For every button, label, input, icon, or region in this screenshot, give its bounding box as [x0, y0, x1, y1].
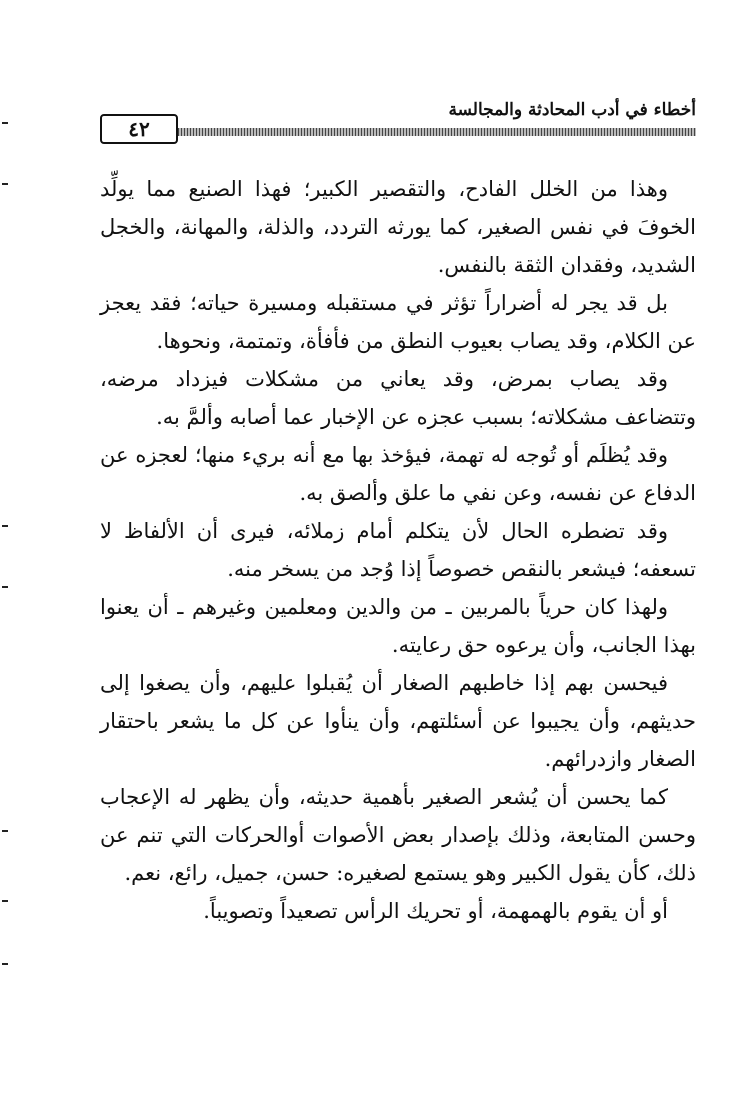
- margin-mark: [2, 122, 8, 124]
- paragraph-5: وقد تضطره الحال لأن يتكلم أمام زملائه، فيرى أن الألفاظ لا تسعفه؛ فيشعر بالنقص خصوصاً إذا وُجد من يسخر منه.: [100, 519, 696, 581]
- margin-mark: [2, 586, 8, 588]
- page-number: ٤٢: [100, 114, 178, 144]
- body-text: [100, 170, 696, 930]
- paragraph-2: بل قد يجر له أضراراً تؤثر في مستقبله ومسيرة حياته؛ فقد يعجز عن الكلام، وقد يصاب بعيوب النطق من فأفأة، وتمتمة، ونحوها.: [100, 291, 696, 353]
- page-header: [100, 96, 696, 142]
- paragraph-4: وقد يُظلَم أو تُوجه له تهمة، فيؤخذ بها مع أنه بريء منها؛ لعجزه عن الدفاع عن نفسه، وعن نفي ما علق وألصق به.: [100, 443, 696, 505]
- running-title: أخطاء في أدب المحادثة والمجالسة: [448, 100, 696, 120]
- paragraph-3: وقد يصاب بمرض، وقد يعاني من مشكلات فيزداد مرضه، وتتضاعف مشكلاته؛ بسبب عجزه عن الإخبار عما أصابه وألمَّ به.: [100, 367, 696, 429]
- paragraph-8: كما يحسن أن يُشعر الصغير بأهمية حديثه، وأن يظهر له الإعجاب وحسن المتابعة، وذلك بإصدار بعض الأصوات أوالحركات التي تنم عن ذلك، كأن يقول الكبير وهو يستمع لصغيره: حسن، جميل، رائع، نعم.: [100, 785, 696, 885]
- header-rule: [100, 128, 696, 136]
- margin-mark: [2, 183, 8, 185]
- paragraph-7: فيحسن بهم إذا خاطبهم الصغار أن يُقبلوا عليهم، وأن يصغوا إلى حديثهم، وأن يجيبوا عن أسئلتهم، وأن ينأوا عن كل ما يشعر باحتقار الصغار وازدرائهم.: [100, 671, 696, 771]
- paragraph-9: أو أن يقوم بالهمهمة، أو تحريك الرأس تصعيداً وتصويباً.: [203, 899, 668, 923]
- paragraph-6: ولهذا كان حرياً بالمربين ـ من والدين ومعلمين وغيرهم ـ أن يعنوا بهذا الجانب، وأن يرعوه حق رعايته.: [100, 595, 696, 657]
- margin-mark: [2, 830, 8, 832]
- margin-mark: [2, 963, 8, 965]
- margin-mark: [2, 525, 8, 527]
- paragraph-1: وهذا من الخلل الفادح، والتقصير الكبير؛ فهذا الصنيع مما يولِّد الخوفَ في نفس الصغير، كما يورثه التردد، والذلة، والمهانة، والخجل الشديد، وفقدان الثقة بالنفس.: [100, 177, 696, 277]
- margin-mark: [2, 900, 8, 902]
